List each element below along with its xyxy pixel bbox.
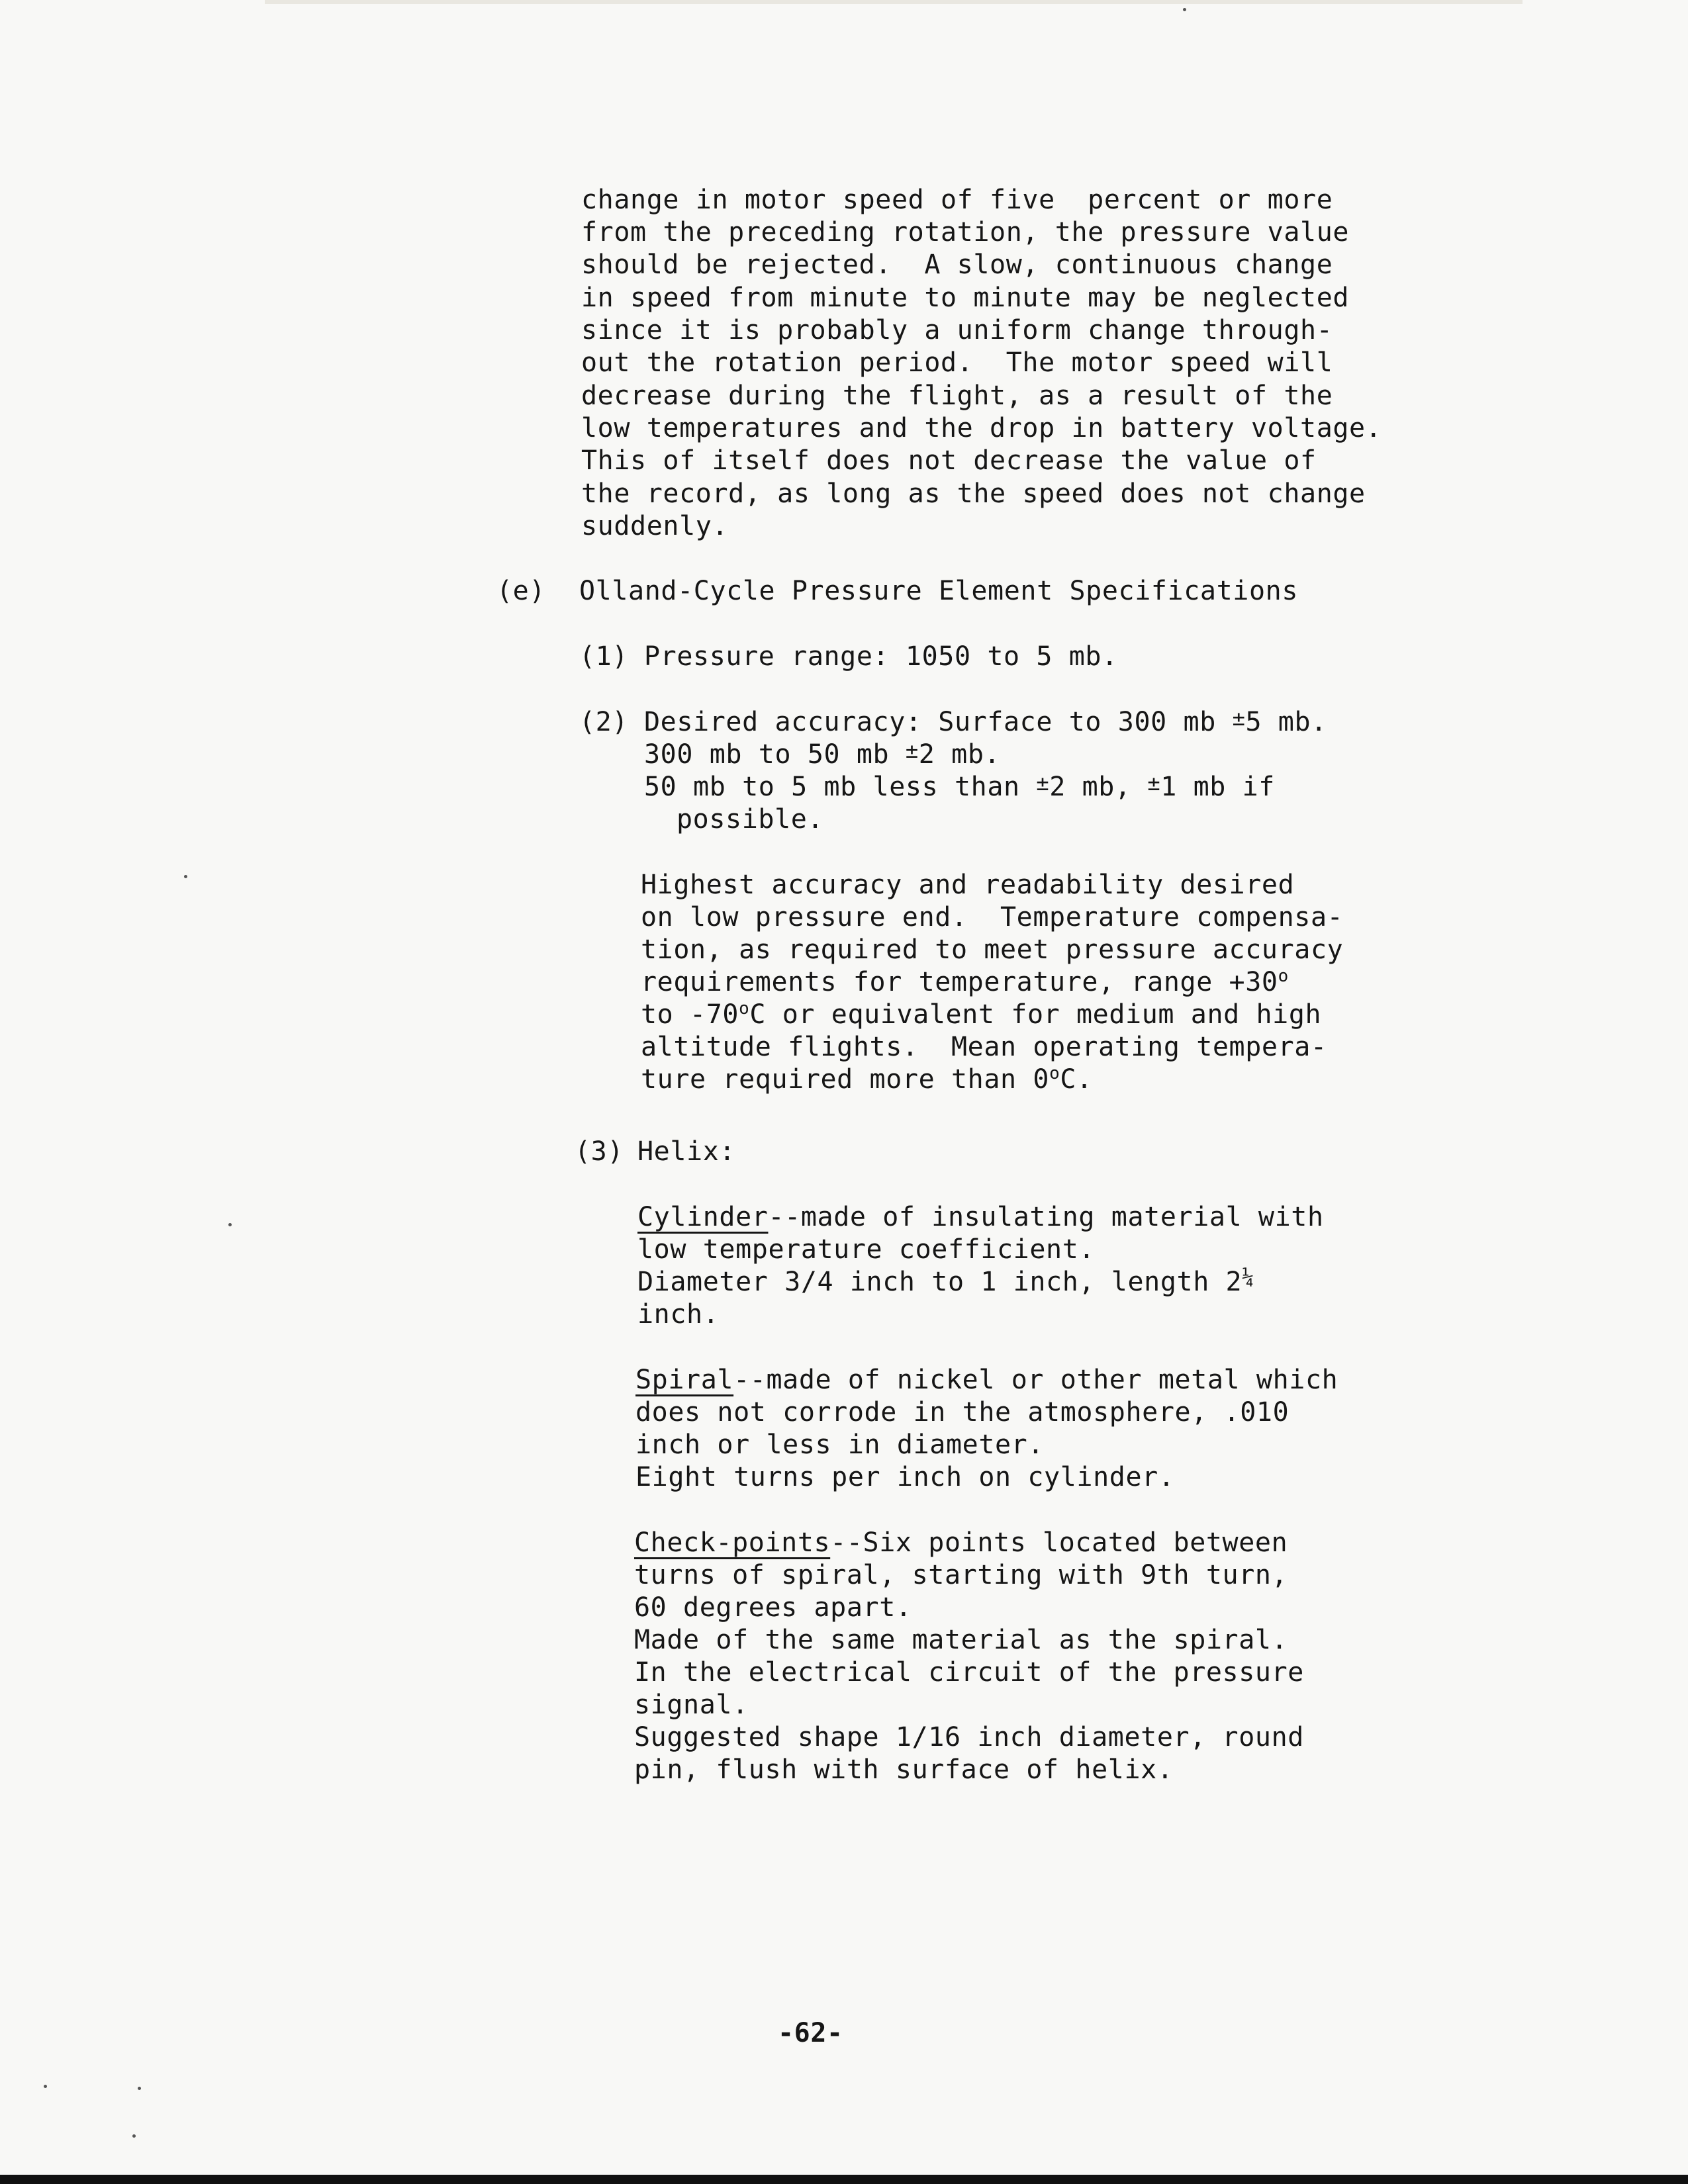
- para-line: Highest accuracy and readability desired: [641, 870, 1295, 900]
- para-line: on low pressure end. Temperature compensa-: [641, 902, 1344, 933]
- para-line: altitude flights. Mean operating tempera-: [641, 1032, 1327, 1062]
- cylinder-line: Diameter 3/4 inch to 1 inch, length $2^{\frac{1}{4}}$: [637, 1266, 1254, 1297]
- section-label: (e): [496, 576, 546, 606]
- cylinder-term: Cylinder: [637, 1202, 769, 1232]
- scan-speck: [1183, 8, 1186, 11]
- scan-speck: [138, 2087, 141, 2090]
- scan-speck: [44, 2085, 47, 2088]
- cylinder-line: inch.: [637, 1299, 720, 1330]
- intro-line: suddenly.: [581, 511, 729, 541]
- intro-line: the record, as long as the speed does not change: [581, 478, 1366, 509]
- scan-speck: [184, 875, 187, 878]
- scan-speck: [228, 1223, 232, 1226]
- checkpoints-line: 60 degrees apart.: [634, 1592, 912, 1623]
- checkpoints-line: Check-points--Six points located between: [634, 1527, 1288, 1558]
- checkpoints-line: Made of the same material as the spiral.: [634, 1625, 1288, 1655]
- page-number: -62-: [778, 2018, 843, 2048]
- item-label: (1): [579, 641, 629, 672]
- intro-line: in speed from minute to minute may be neglected: [581, 283, 1350, 313]
- item-text: Pressure range: 1050 to 5 mb.: [644, 641, 1118, 672]
- scan-speck: [132, 2134, 136, 2138]
- spiral-line: inch or less in diameter.: [635, 1430, 1045, 1460]
- item-label: (3): [575, 1136, 624, 1167]
- intro-line: decrease during the flight, as a result of the: [581, 381, 1333, 411]
- intro-line: should be rejected. A slow, continuous change: [581, 250, 1333, 280]
- intro-line: change in motor speed of five percent or more: [581, 185, 1333, 215]
- intro-line: from the preceding rotation, the pressure value: [581, 217, 1350, 248]
- helix-title: Helix:: [637, 1136, 736, 1167]
- accuracy-line: possible.: [677, 804, 824, 835]
- checkpoints-line: In the electrical circuit of the pressure: [634, 1657, 1304, 1688]
- item-label: (2): [579, 707, 629, 737]
- checkpoints-line: pin, flush with surface of helix.: [634, 1754, 1174, 1785]
- para-line: requirements for temperature, range $+30^o$: [641, 966, 1289, 997]
- cylinder-line: Cylinder--made of insulating material with: [637, 1202, 1324, 1232]
- intro-line: This of itself does not decrease the value of: [581, 445, 1317, 476]
- section-title: Olland-Cycle Pressure Element Specifications: [579, 576, 1299, 606]
- checkpoints-line: turns of spiral, starting with 9th turn,: [634, 1560, 1288, 1590]
- checkpoints-line: signal.: [634, 1690, 749, 1720]
- spiral-line: does not corrode in the atmosphere, .010: [635, 1397, 1289, 1428]
- intro-line: out the rotation period. The motor speed will: [581, 347, 1333, 378]
- spiral-term: Spiral: [635, 1365, 734, 1395]
- cylinder-line: low temperature coefficient.: [637, 1234, 1096, 1265]
- spiral-line: Spiral--made of nickel or other metal which: [635, 1365, 1338, 1395]
- scan-bottom-edge: [0, 2175, 1688, 2184]
- intro-line: since it is probably a uniform change through-: [581, 315, 1333, 345]
- spiral-line: Eight turns per inch on cylinder.: [635, 1462, 1175, 1492]
- scan-edge: [265, 0, 1523, 4]
- accuracy-line: Desired accuracy: Surface to 300 mb ±5 mb.: [644, 705, 1327, 737]
- accuracy-line: 300 mb to 50 mb ±2 mb.: [644, 738, 1001, 770]
- checkpoints-term: Check-points: [634, 1527, 831, 1558]
- para-line: to -70$^o$C or equivalent for medium and high: [641, 999, 1322, 1030]
- checkpoints-line: Suggested shape 1/16 inch diameter, round: [634, 1722, 1304, 1752]
- intro-line: low temperatures and the drop in battery voltage.: [581, 413, 1382, 443]
- accuracy-line: 50 mb to 5 mb less than ±2 mb, ±1 mb if: [644, 770, 1275, 802]
- para-line: tion, as required to meet pressure accuracy: [641, 934, 1344, 965]
- para-line: ture required more than 0$^o$C.: [641, 1064, 1093, 1095]
